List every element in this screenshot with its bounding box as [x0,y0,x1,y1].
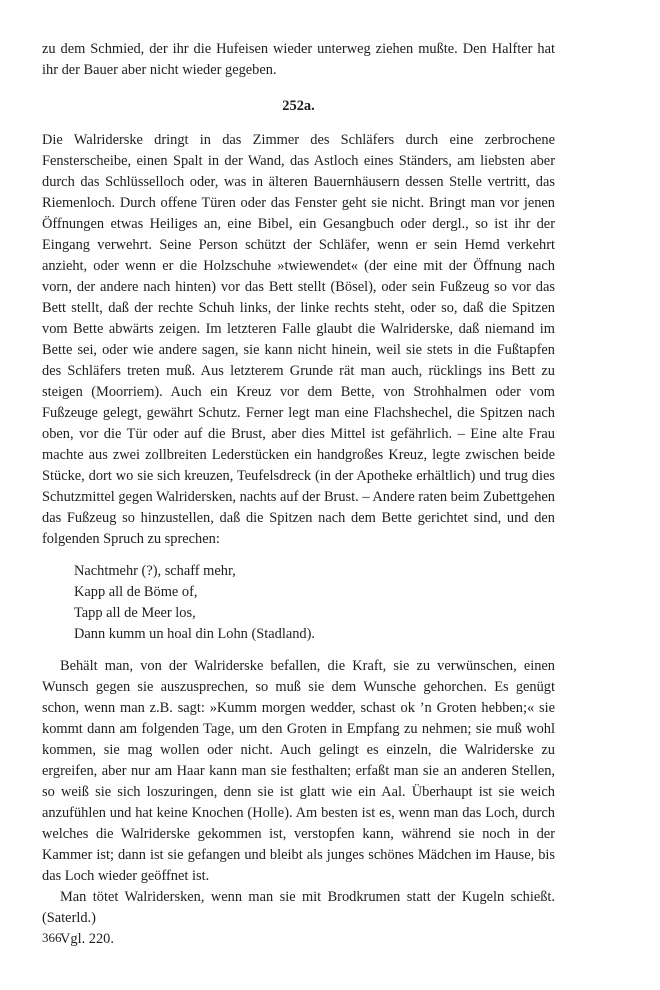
book-page [42,39,555,950]
verse-line: Nachtmehr (?), schaff mehr, [74,563,236,579]
verse-line: Kapp all de Böme of, [74,584,198,600]
page-number: 366 [42,930,62,945]
verse-block [74,561,555,645]
main-paragraph: Die Walriderske dringt in das Zimmer des Schläfers durch eine zerbrochene Fensterscheibe, einen Spalt in der Wand, das Astloch eines Ständers, am liebsten aber durch das Schlüsselloch oder, was in älteren Bauernhäusern dessen Stelle vertritt, das Riemenloch. Durch offene Türen oder das Fenster geht sie nicht. Bringt man vor jenen Öffnungen etwas Heiliges an, eine Bibel, ein Gesangbuch oder dergl., so ist ihr der Eingang verwehrt. Seine Person schützt der Schläfer, wenn er sein Hemd verkehrt anzieht, oder wenn er die Holzschuhe »twiewendet« (der eine mit der Öffnung nach vorn, der andere nach hinten) vor das Bett stellt (Bösel), oder sein Fußzeug so vor das Bett stellt, daß der rechte Schuh links, der linke rechts steht, oder so, daß die Spitzen vom Bette abwärts zeigen. Im letzteren Falle glaubt die Walriderske, daß niemand im Bette sei, oder wie andere sagen, sie kann nicht hinein, weil sie stets in die Fußtapfen des Schläfers treten muß. Aus letzterem Grunde rät man auch, rücklings ins Bett zu steigen (Moorriem). Auch ein Kreuz vor dem Bette, von Strohhalmen oder vom Fußzeuge gelegt, gewährt Schutz. Ferner legt man eine Flachshechel, die Spitzen nach oben, vor die Tür oder auf die Brust, aber dies Mittel ist gefährlich. – Eine alte Frau machte aus zwei zollbreiten Lederstücken ein handgroßes Kreuz, legte zwischen beide Stücke, dort wo sie sich kreuzen, Teufelsdreck (in der Apotheke erhältlich) und trug dies Schutzmittel gegen Walridersken, nachts auf der Brust. – Andere raten beim Zubettgehen das Fußzeug so hinzustellen, daß die Spitzen nach dem Bette gerichtet sind, und den folgenden Spruch zu sprechen: [42,132,555,547]
continuation-paragraph: zu dem Schmied, der ihr die Hufeisen wieder unterweg ziehen mußte. Den Halfter hat ihr der Bauer aber nicht wieder gegeben. [42,41,555,78]
second-paragraph: Behält man, von der Walriderske befallen, die Kraft, sie zu verwünschen, einen Wunsch gegen sie auszusprechen, so muß sie dem Wunsche gehorchen. Es genügt schon, wenn man z.B. sagt: »Kumm morgen wedder, schast ok ’n Groten hebben;« sie kommt dann am folgenden Tage, um den Groten in Empfang zu nehmen; sie muß wohl kommen, sie mag wollen oder nicht. Auch gelingt es einzeln, die Walriderske zu ergreifen, aber nur am Haar kann man sie festhalten; erfaßt man sie an anderen Stellen, so weiß sie sich loszuringen, denn sie ist glatt wie ein Aal. Überhaupt ist sie weich anzufühlen und hat keine Knochen (Holle). Am besten ist es, wenn man das Loch, durch welches die Walriderske gekommen ist, verstopfen kann, während sie noch in der Kammer ist; dann ist sie gefangen und bleibt als junges schönes Mädchen im Hause, bis das Loch wieder geöffnet ist. [42,658,555,884]
cross-reference: Vgl. 220. [60,931,114,947]
section-heading: 252a. [282,98,315,114]
verse-line: Dann kumm un hoal din Lohn (Stadland). [74,626,316,642]
verse-line: Tapp all de Meer los, [74,605,196,621]
third-paragraph: Man tötet Walridersken, wenn man sie mit Brodkrumen statt der Kugeln schießt. (Saterld.) [42,889,555,926]
